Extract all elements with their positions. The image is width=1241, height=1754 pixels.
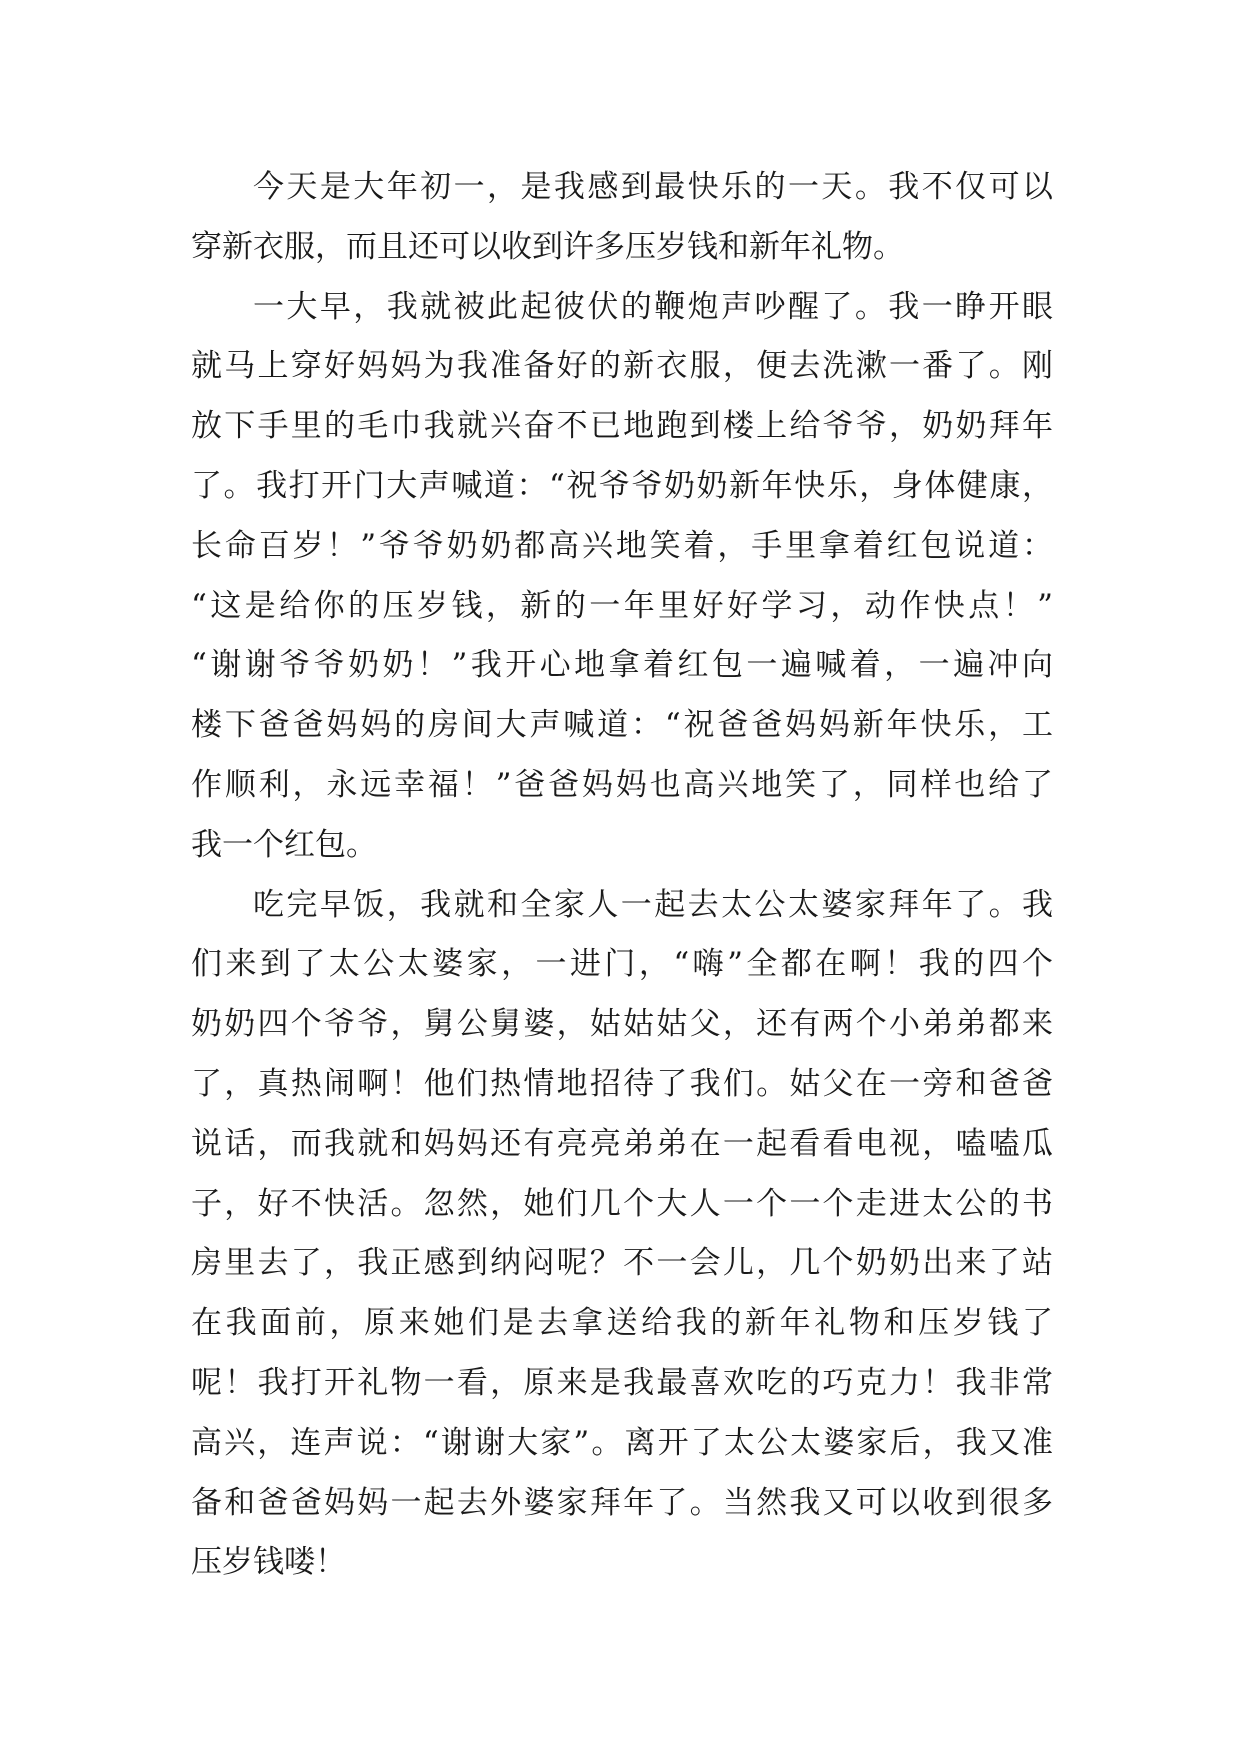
text-line: 备和爸爸妈妈一起去外婆家拜年了。当然我又可以收到很多 [191,1484,1053,1521]
text-line: 奶奶四个爷爷，舅公舅婆，姑姑姑父，还有两个小弟弟都来 [191,1006,1053,1043]
text-line: 高兴，连声说：“谢谢大家”。离开了太公太婆家后，我又准 [191,1424,1053,1461]
text-line: 说话，而我就和妈妈还有亮亮弟弟在一起看看电视，嗑嗑瓜 [191,1125,1053,1162]
text-line: 了。我打开门大声喊道：“祝爷爷奶奶新年快乐，身体健康， [191,467,1053,504]
text-line: 长命百岁！”爷爷奶奶都高兴地笑着，手里拿着红包说道： [191,527,1053,564]
text-line: 今天是大年初一，是我感到最快乐的一天。我不仅可以 [253,169,1053,205]
text-line: 了，真热闹啊！他们热情地招待了我们。姑父在一旁和爸爸 [191,1065,1053,1102]
text-line: 就马上穿好妈妈为我准备好的新衣服，便去洗漱一番了。刚 [191,348,1053,385]
text-line: 楼下爸爸妈妈的房间大声喊道：“祝爸爸妈妈新年快乐，工 [191,707,1053,744]
text-line: 压岁钱喽！ [191,1544,346,1581]
text-line: 我一个红包。 [191,826,377,863]
text-line: 吃完早饭，我就和全家人一起去太公太婆家拜年了。我 [253,886,1053,923]
text-line: “谢谢爷爷奶奶！”我开心地拿着红包一遍喊着，一遍冲向 [191,647,1053,684]
text-line: 一大早，我就被此起彼伏的鞭炮声吵醒了。我一睁开眼 [253,288,1053,325]
text-line: 子，好不快活。忽然，她们几个大人一个一个走进太公的书 [191,1185,1053,1222]
text-line: “这是给你的压岁钱，新的一年里好好学习，动作快点！” [191,587,1053,624]
document-body [191,158,1053,1593]
text-line: 作顺利，永远幸福！”爸爸妈妈也高兴地笑了，同样也给了 [191,766,1053,803]
text-line: 在我面前，原来她们是去拿送给我的新年礼物和压岁钱了 [191,1305,1053,1342]
text-line: 穿新衣服，而且还可以收到许多压岁钱和新年礼物。 [191,228,904,265]
text-line: 放下手里的毛巾我就兴奋不已地跑到楼上给爷爷，奶奶拜年 [191,408,1053,445]
text-line: 们来到了太公太婆家，一进门，“嗨”全都在啊！我的四个 [191,946,1053,983]
text-line: 房里去了，我正感到纳闷呢？不一会儿，几个奶奶出来了站 [191,1245,1053,1282]
text-line: 呢！我打开礼物一看，原来是我最喜欢吃的巧克力！我非常 [191,1364,1053,1401]
